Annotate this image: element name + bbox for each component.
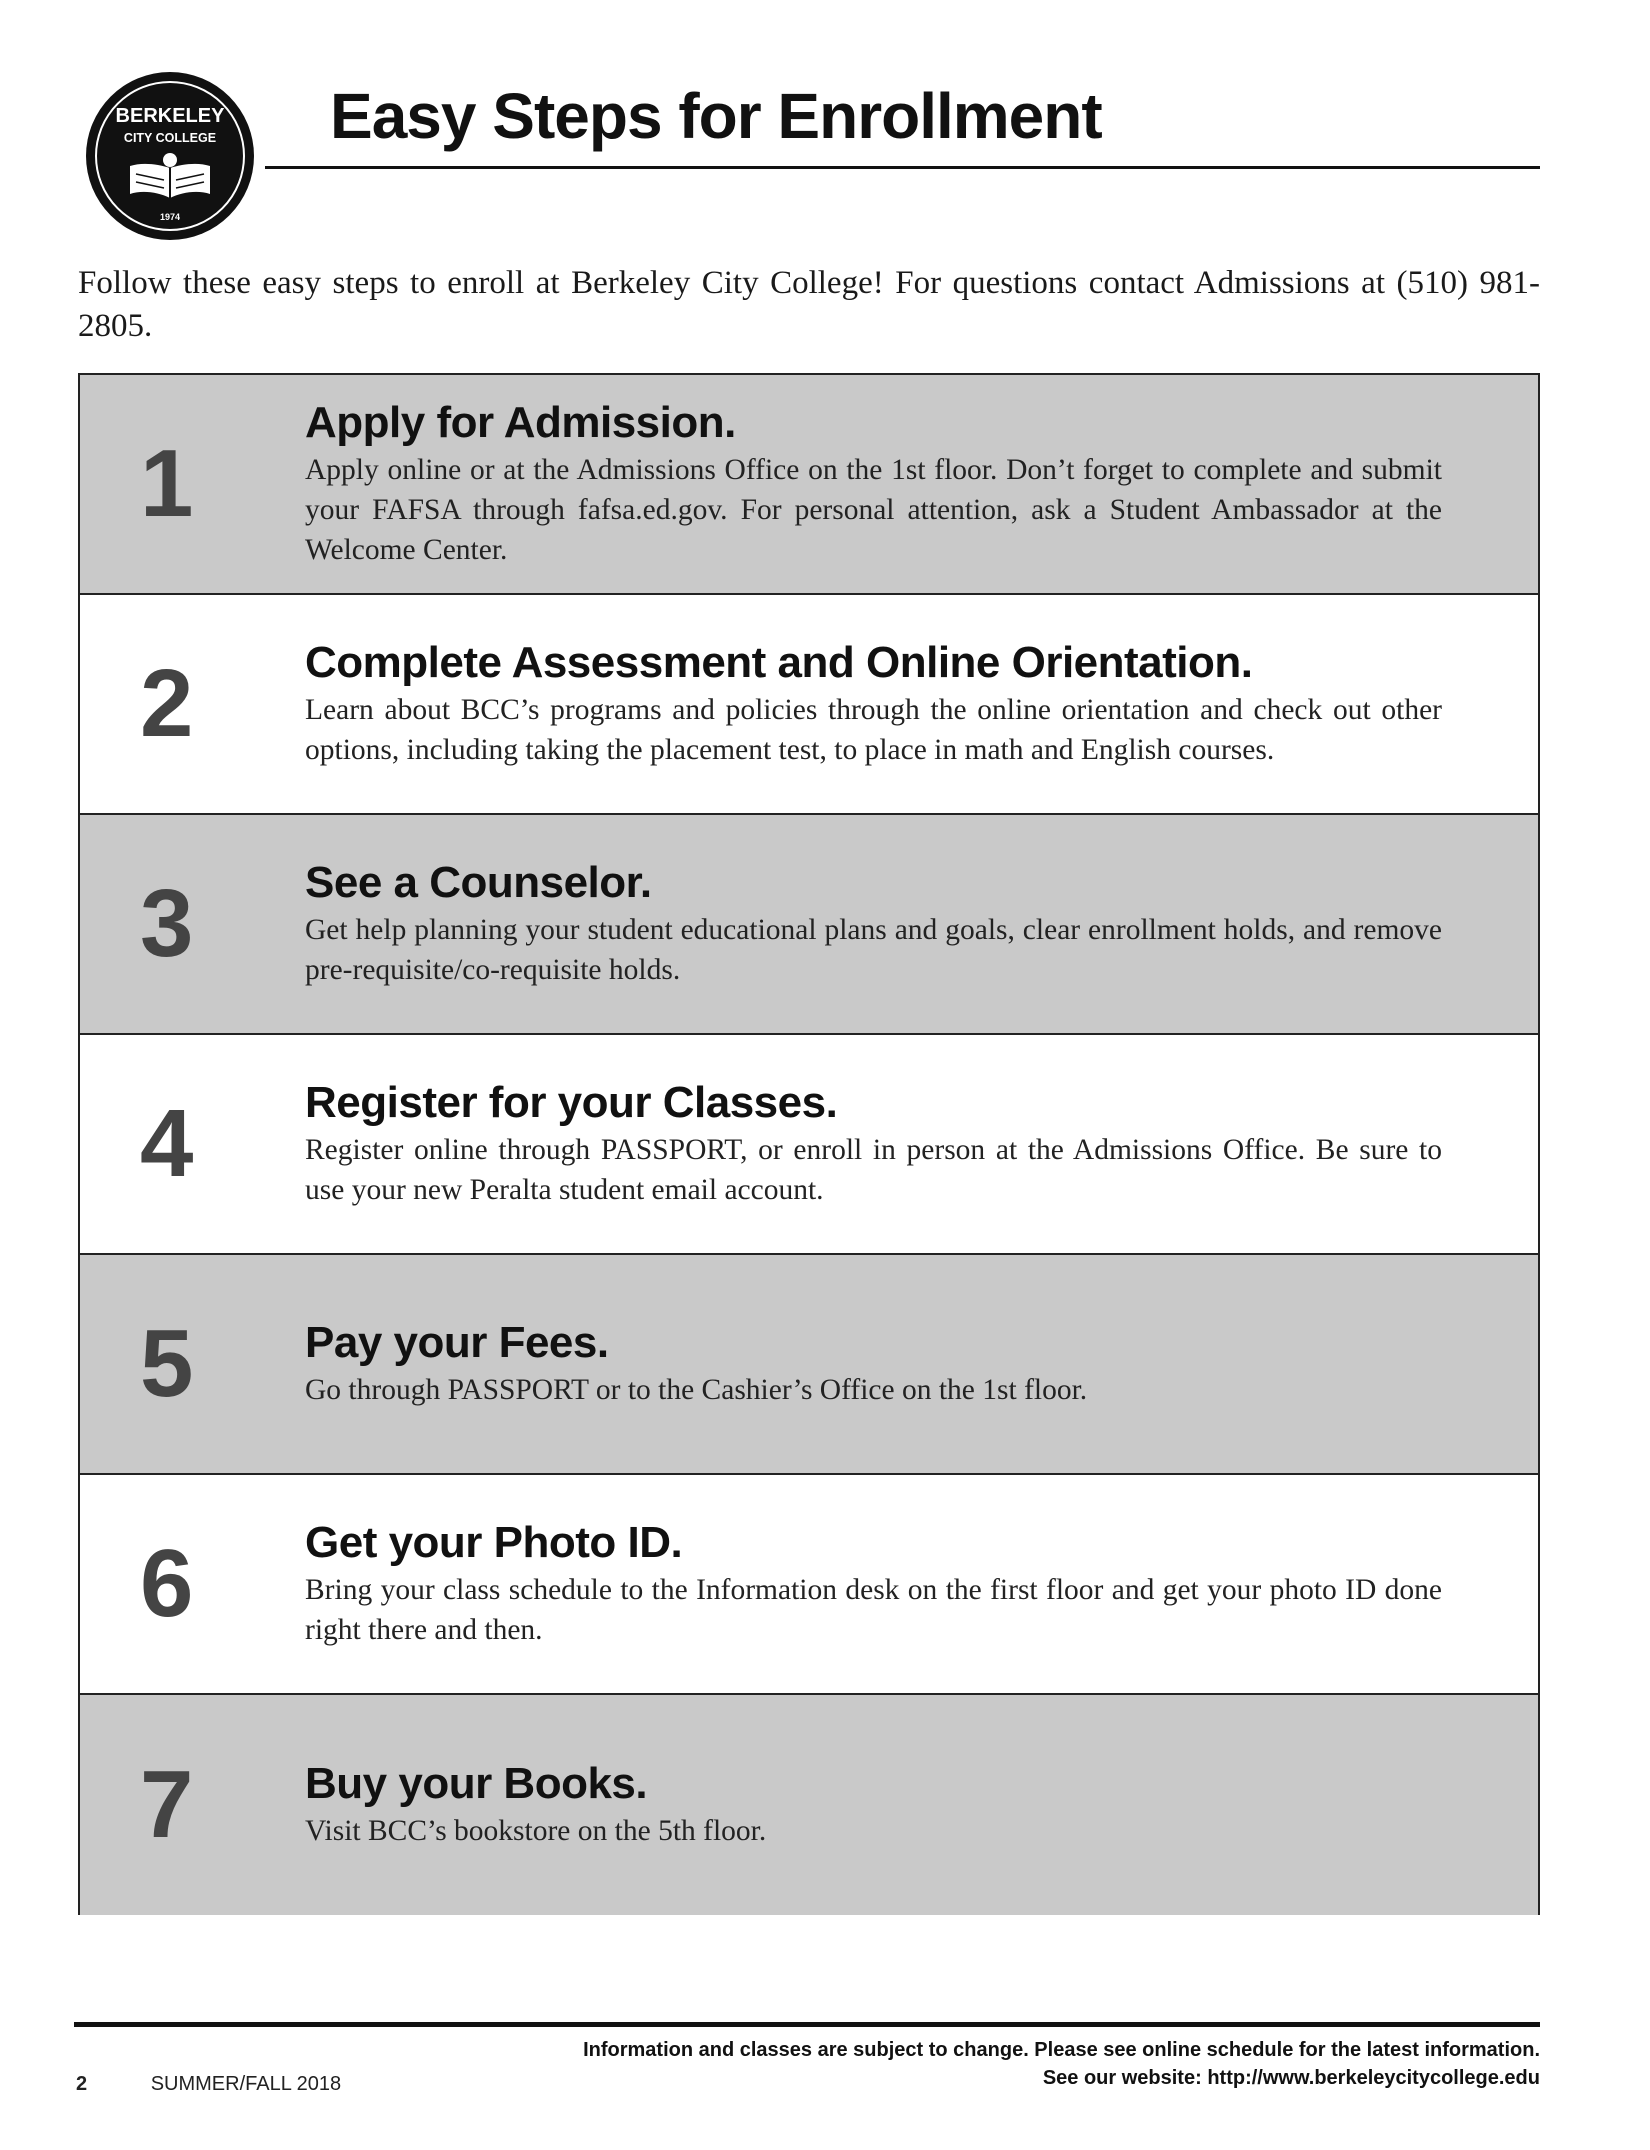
page-title: Easy Steps for Enrollment xyxy=(330,80,1102,152)
logo-line2: CITY COLLEGE xyxy=(123,131,217,145)
footer-website-line xyxy=(583,2064,1540,2092)
step-row-7 xyxy=(80,1695,1538,1915)
step-row-3 xyxy=(80,815,1538,1035)
step-number: 1 xyxy=(140,430,194,537)
step-description: Get help planning your student educational plans and goals, clear enrollment holds, and remove pre-requisite/co-requisite holds. xyxy=(305,914,1442,986)
step-description: Apply online or at the Admissions Office on the 1st floor. Don’t forget to complete and submit your FAFSA through fafsa.ed.gov. For personal attention, ask a Student Ambassador at the Welcome Center. xyxy=(305,454,1442,566)
step-number: 2 xyxy=(140,650,194,757)
logo-line1: BERKELEY xyxy=(115,105,225,127)
step-title: Register for your Classes. xyxy=(305,1078,838,1127)
step-row-6 xyxy=(80,1475,1538,1695)
step-description: Bring your class schedule to the Information desk on the first floor and get your photo ID done right there and then. xyxy=(305,1574,1442,1646)
footer-disclaimer: Information and classes are subject to change. Please see online schedule for the latest information. xyxy=(583,2039,1540,2061)
step-title: Pay your Fees. xyxy=(305,1318,609,1367)
step-number: 5 xyxy=(140,1310,194,1417)
website-label: See our website: xyxy=(1042,2067,1202,2089)
step-title: Complete Assessment and Online Orientation. xyxy=(305,638,1253,687)
step-title: Buy your Books. xyxy=(305,1759,648,1808)
footer-divider xyxy=(74,2022,1540,2027)
step-title: See a Counselor. xyxy=(305,858,652,907)
website-link[interactable]: http://www.berkeleycitycollege.edu xyxy=(1207,2067,1540,2089)
step-number: 7 xyxy=(140,1751,194,1858)
step-content xyxy=(305,1035,1442,1253)
step-number: 3 xyxy=(140,870,194,977)
step-title: Get your Photo ID. xyxy=(305,1518,683,1567)
step-content xyxy=(305,815,1442,1033)
title-divider xyxy=(265,166,1540,169)
footer-left xyxy=(76,2073,341,2096)
step-number: 6 xyxy=(140,1530,194,1637)
intro-paragraph: Follow these easy steps to enroll at Berkeley City College! For questions contact Admissions at (510) 981-2805. xyxy=(78,265,1540,344)
step-description: Go through PASSPORT or to the Cashier’s Office on the 1st floor. xyxy=(305,1374,1088,1406)
step-description: Learn about BCC’s programs and policies through the online orientation and check out other options, including taking the placement test, to place in math and English courses. xyxy=(305,694,1442,766)
step-row-1 xyxy=(80,375,1538,595)
college-seal-icon xyxy=(84,70,256,242)
step-content xyxy=(305,1255,1442,1473)
logo-year: 1974 xyxy=(159,212,181,222)
edition-label: SUMMER/FALL 2018 xyxy=(150,2073,342,2095)
step-title: Apply for Admission. xyxy=(305,398,736,447)
step-description: Register online through PASSPORT, or enroll in person at the Admissions Office. Be sure to use your new Peralta student email account. xyxy=(305,1134,1442,1206)
step-description: Visit BCC’s bookstore on the 5th floor. xyxy=(305,1815,767,1847)
step-number: 4 xyxy=(140,1090,194,1197)
step-row-2 xyxy=(80,595,1538,815)
enrollment-steps-table xyxy=(78,373,1540,1915)
footer-notice xyxy=(583,2036,1540,2092)
page-number: 2 xyxy=(76,2073,88,2095)
college-logo xyxy=(84,70,256,242)
step-content xyxy=(305,1475,1442,1693)
step-content xyxy=(305,375,1442,593)
step-row-5 xyxy=(80,1255,1538,1475)
step-content xyxy=(305,1695,1442,1915)
step-row-4 xyxy=(80,1035,1538,1255)
step-content xyxy=(305,595,1442,813)
